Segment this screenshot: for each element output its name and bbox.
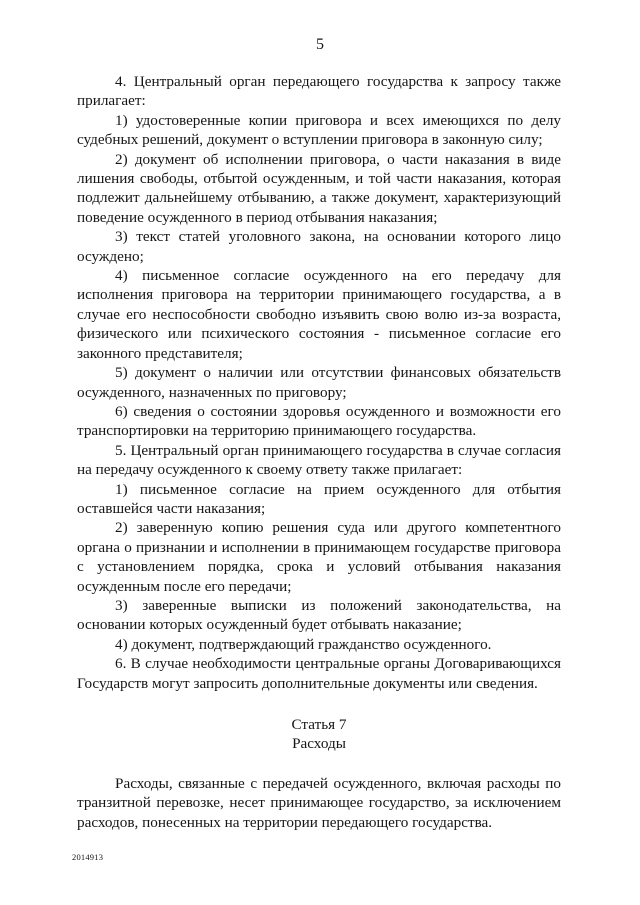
list-item-4-1: 1) удостоверенные копии приговора и всех имеющихся по делу судебных решений, документ о вступлении приговора в законную силу;: [77, 111, 561, 149]
list-item-4-5: 5) документ о наличии или отсутствии финансовых обязательств осужденного, назначенных по приговору;: [77, 364, 561, 401]
article-spacer: [77, 754, 561, 774]
list-item-5-1: 1) письменное согласие на прием осужденного для отбытия оставшейся части наказания;: [77, 480, 561, 517]
list-item-4-4: 4) письменное согласие осужденного на его передачу для исполнения приговора на территории принимающего государства, а в случае его неспособности свободно изъявить свою волю из-за возраста, физического или психического состояния - письменное согласие его законного представителя;: [77, 267, 561, 362]
article-text: Расходы, связанные с передачей осужденного, включая расходы по транзитной перевозке, несет принимающее государство, за исключением расходов, понесенных на территории передающего государства.: [77, 774, 561, 831]
article-number: Статья 7: [291, 716, 347, 733]
paragraph-4: 4. Центральный орган передающего государства к запросу также прилагает:: [77, 73, 561, 110]
list-item-4-3: 3) текст статей уголовного закона, на основании которого лицо осуждено;: [77, 228, 561, 265]
list-item-5-3: 3) заверенные выписки из положений законодательства, на основании которых осужденный будет отбывать наказание;: [77, 596, 561, 634]
list-item-4-6: 6) сведения о состоянии здоровья осужденного и возможности его транспортировки на территорию принимающего государства.: [77, 402, 561, 440]
paragraph-6: 6. В случае необходимости центральные органы Договаривающихся Государств могут запросить дополнительные документы или сведения.: [77, 655, 561, 692]
page-number: 5: [316, 36, 324, 53]
footer-document-code: 2014913: [72, 852, 104, 862]
document-body: [77, 72, 561, 832]
paragraph-5: 5. Центральный орган принимающего государства в случае согласия на передачу осужденного к своему ответу также прилагает:: [77, 441, 561, 479]
article-title: Расходы: [292, 735, 346, 753]
list-item-5-2: 2) заверенную копию решения суда или другого компетентного органа о признании и исполнении в принимающем государстве приговора с установлением порядка, срока и условий отбывания наказания осужденным после его передачи;: [77, 519, 561, 595]
list-item-4-2: 2) документ об исполнении приговора, о части наказания в виде лишения свободы, отбытой осужденным, и той части наказания, которая подлежит дальнейшему отбыванию, а также документ, характеризующий поведение осужденного в период отбывания наказания;: [77, 150, 561, 226]
list-item-5-4: 4) документ, подтверждающий гражданство осужденного.: [115, 635, 492, 653]
